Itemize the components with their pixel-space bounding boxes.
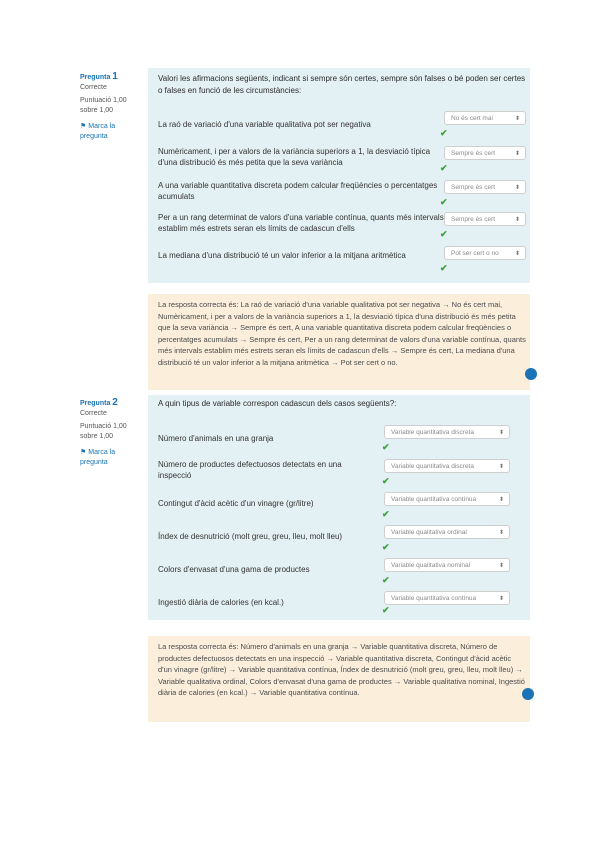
answer-select[interactable]: Variable qualitativa nominal ⬍ bbox=[384, 558, 510, 572]
question-info-1 bbox=[80, 72, 142, 142]
row-label: Número de productes defectuosos detectats en una inspecció bbox=[158, 460, 342, 480]
question-panel-1 bbox=[148, 68, 530, 283]
check-icon: ✔ bbox=[440, 163, 448, 173]
check-icon: ✔ bbox=[440, 229, 448, 239]
row-label: La raó de variació d'una variable qualitativa pot ser negativa bbox=[158, 120, 371, 129]
correct-answer-text: La resposta correcta és: La raó de variació d'una variable qualitativa pot ser negativa → No és cert mai, Numèricament, i per a valors de la variància superiors a 1, la desviació típica d'una distribució és més petita que la seva variància → Sempre és cert, A una variable quantitativa discreta podem calcular freqüències o percentatges acumulats → Sempre és cert, Per a un rang determinat de valors d'una variable contínua, quants més intervals establim més estrets seran els límits de cadascun d'ells → Sempre és cert, La mediana d'una distribució té un valor inferior a la mitjana aritmètica → Pot ser cert o no. bbox=[158, 300, 526, 367]
feedback-panel-2 bbox=[148, 636, 530, 722]
answer-select[interactable]: Pot ser cert o no ⬍ bbox=[444, 246, 526, 260]
answer-select[interactable]: Variable quantitativa discreta ⬍ bbox=[384, 459, 510, 473]
answer-select[interactable]: Variable quantitativa discreta ⬍ bbox=[384, 425, 510, 439]
check-icon: ✔ bbox=[382, 476, 390, 486]
updown-arrow-icon: ⬍ bbox=[498, 430, 504, 436]
row-label: Per a un rang determinat de valors d'una variable contínua, quants més intervals establim més estrets seran els límits de cadascun d'ells bbox=[158, 213, 444, 233]
question-prompt: Valori les afirmacions següents, indicant si sempre són certes, sempre són falses o bé poden ser certes o falses en funció de les circumstàncies: bbox=[158, 74, 526, 95]
question-number: Pregunta 1 bbox=[80, 71, 118, 82]
row-label: Contingut d'àcid acètic d'un vinagre (gr/litre) bbox=[158, 499, 314, 508]
answer-select[interactable]: Variable quantitativa contínua ⬍ bbox=[384, 591, 510, 605]
flag-question-link[interactable]: ⚑ Marca la pregunta bbox=[80, 123, 116, 140]
answer-select[interactable]: Sempre és cert ⬍ bbox=[444, 212, 526, 226]
row-label: Colors d'envasat d'una gama de productes bbox=[158, 565, 310, 574]
row-label: Numèricament, i per a valors de la variància superiors a 1, la desviació típica d'una distribució és més petita que la seva variància bbox=[158, 147, 431, 167]
nav-dot-icon[interactable] bbox=[522, 688, 534, 700]
flag-icon: ⚑ bbox=[80, 123, 87, 130]
check-icon: ✔ bbox=[440, 128, 448, 138]
row-label: Número d'animals en una granja bbox=[158, 434, 274, 443]
check-icon: ✔ bbox=[382, 509, 390, 519]
updown-arrow-icon: ⬍ bbox=[514, 217, 520, 223]
answer-select[interactable]: Variable quantitativa contínua ⬍ bbox=[384, 492, 510, 506]
check-icon: ✔ bbox=[382, 542, 390, 552]
row-label: La mediana d'una distribució té un valor inferior a la mitjana aritmètica bbox=[158, 251, 406, 260]
question-status: Correcte bbox=[80, 410, 107, 417]
question-number: Pregunta 2 bbox=[80, 397, 118, 408]
row-label: A una variable quantitativa discreta podem calcular freqüències o percentatges acumulats bbox=[158, 181, 438, 201]
flag-question-link[interactable]: ⚑ Marca la pregunta bbox=[80, 449, 116, 466]
correct-answer-text: La resposta correcta és: Número d'animals en una granja → Variable quantitativa discreta, Número de productes defectuosos detectats en una inspecció → Variable quantitativa discreta, Contingut d'àcid acètic d'un vinagre (gr/litre) → Variable quantitativa contínua, Índex de desnutrició (molt greu, greu, lleu, molt lleu) → Variable qualitativa ordinal, Colors d'envasat d'una gama de productes → Variable qualitativa nominal, Ingestió diària de calories (en kcal.) → Variable quantitativa contínua. bbox=[158, 642, 525, 697]
check-icon: ✔ bbox=[440, 197, 448, 207]
feedback-panel-1 bbox=[148, 294, 530, 390]
question-panel-2 bbox=[148, 395, 530, 620]
question-score: Puntuació 1,00 sobre 1,00 bbox=[80, 97, 127, 114]
question-prompt: A quin tipus de variable correspon cadascun dels casos següents?: bbox=[158, 399, 397, 408]
check-icon: ✔ bbox=[382, 442, 390, 452]
question-score: Puntuació 1,00 sobre 1,00 bbox=[80, 423, 127, 440]
answer-select[interactable]: No és cert mai ⬍ bbox=[444, 111, 526, 125]
updown-arrow-icon: ⬍ bbox=[514, 251, 520, 257]
updown-arrow-icon: ⬍ bbox=[498, 464, 504, 470]
updown-arrow-icon: ⬍ bbox=[498, 530, 504, 536]
updown-arrow-icon: ⬍ bbox=[498, 596, 504, 602]
updown-arrow-icon: ⬍ bbox=[514, 116, 520, 122]
row-label: Ingestió diària de calories (en kcal.) bbox=[158, 598, 284, 607]
check-icon: ✔ bbox=[440, 263, 448, 273]
updown-arrow-icon: ⬍ bbox=[514, 151, 520, 157]
question-status: Correcte bbox=[80, 84, 107, 91]
check-icon: ✔ bbox=[382, 605, 390, 615]
answer-select[interactable]: Sempre és cert ⬍ bbox=[444, 180, 526, 194]
answer-select[interactable]: Variable qualitativa ordinal ⬍ bbox=[384, 525, 510, 539]
nav-dot-icon[interactable] bbox=[525, 368, 537, 380]
updown-arrow-icon: ⬍ bbox=[514, 185, 520, 191]
flag-icon: ⚑ bbox=[80, 449, 87, 456]
answer-select[interactable]: Sempre és cert ⬍ bbox=[444, 146, 526, 160]
check-icon: ✔ bbox=[382, 575, 390, 585]
row-label: Índex de desnutrició (molt greu, greu, lleu, molt lleu) bbox=[158, 532, 343, 541]
updown-arrow-icon: ⬍ bbox=[498, 497, 504, 503]
question-info-2 bbox=[80, 398, 142, 468]
updown-arrow-icon: ⬍ bbox=[498, 563, 504, 569]
